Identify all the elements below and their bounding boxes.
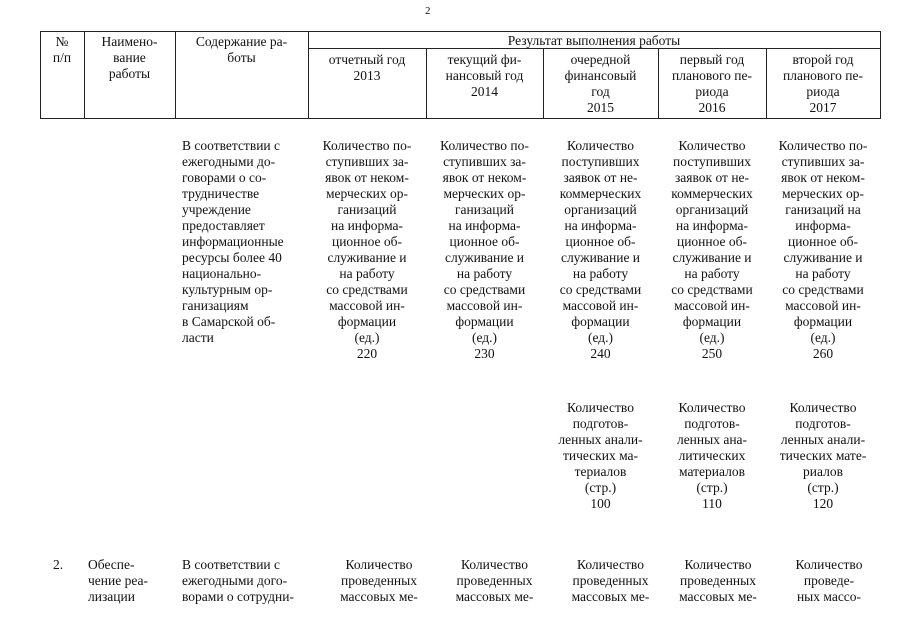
row2-number: 2. (52, 557, 64, 572)
row1-materials-2017: Количество подготов- ленных анали- тических мате- риалов (стр.) 120 (779, 400, 867, 511)
page-number: 2 (425, 5, 431, 17)
row1-indicator-2015: Количество поступивших заявок от не- коммерческих организаций на информа- ционное об- служивание и на работу со средствами массовой ин- формации (ед.) 240 (559, 138, 642, 361)
row1-indicator-2014: Количество по- ступивших за- явок от неком- мерческих ор- ганизаций на информа- ционное об- служивание и на работу со средствами массовой ин- формации (ед.) 230 (440, 138, 529, 361)
header-col-content: Содержание ра- боты (195, 34, 288, 65)
header-year-2015: очередной финансовый год 2015 (564, 52, 637, 115)
header-result: Результат выполнения работы (507, 33, 681, 48)
table-border-top (40, 31, 880, 32)
row1-indicator-2013: Количество по- ступивших за- явок от неком- мерческих ор- ганизаций на информа- ционное об- служивание и на работу со средствами массовой ин- формации (ед.) 220 (322, 138, 412, 361)
row2-cell-2015: Количество проведенных массовых ме- (571, 557, 650, 604)
row2-name: Обеспе- чение реа- лизации (88, 557, 148, 604)
row1-materials-2015: Количество подготов- ленных анали- тических ма- териалов (стр.) 100 (558, 400, 643, 511)
header-year-2016: первый год планового пе- риода 2016 (672, 52, 752, 115)
row1-indicator-2016: Количество поступивших заявок от не- коммерческих организаций на информа- ционное об- служивание и на работу со средствами массовой ин- формации (ед.) 250 (671, 138, 753, 361)
table-header-bottom (40, 118, 880, 119)
header-year-2017: второй год планового пе- риода 2017 (783, 52, 863, 115)
row1-indicator-2017: Количество по- ступивших за- явок от неком- мерческих ор- ганизаций на информа- ционное об- служивание и на работу со средствами массовой ин- формации (ед.) 260 (778, 138, 868, 361)
row2-cell-2016: Количество проведенных массовых ме- (679, 557, 757, 604)
header-col-name: Наимено- вание работы (101, 34, 158, 81)
row2-cell-2013: Количество проведенных массовых ме- (340, 557, 418, 604)
row2-cell-2014: Количество проведенных массовых ме- (455, 557, 534, 604)
row1-content: В соответствии с ежегодными до- говорами о со- трудничестве учреждение предоставляет информационные ресурсы более 40 национально- культурным ор- ганизациям в Самарской об- ласти (182, 138, 284, 345)
header-year-2013: отчетный год 2013 (328, 52, 406, 83)
col-divider (880, 31, 881, 119)
row2-cell-2017: Количество проведе- ных массо- (795, 557, 863, 604)
row1-materials-2016: Количество подготов- ленных ана- литических материалов (стр.) 110 (676, 400, 748, 511)
header-col-number: № п/п (52, 34, 72, 65)
header-year-2014: текущий фи- нансовый год 2014 (445, 52, 524, 99)
row2-content: В соответствии с ежегодными дого- ворами о сотрудни- (182, 557, 294, 604)
